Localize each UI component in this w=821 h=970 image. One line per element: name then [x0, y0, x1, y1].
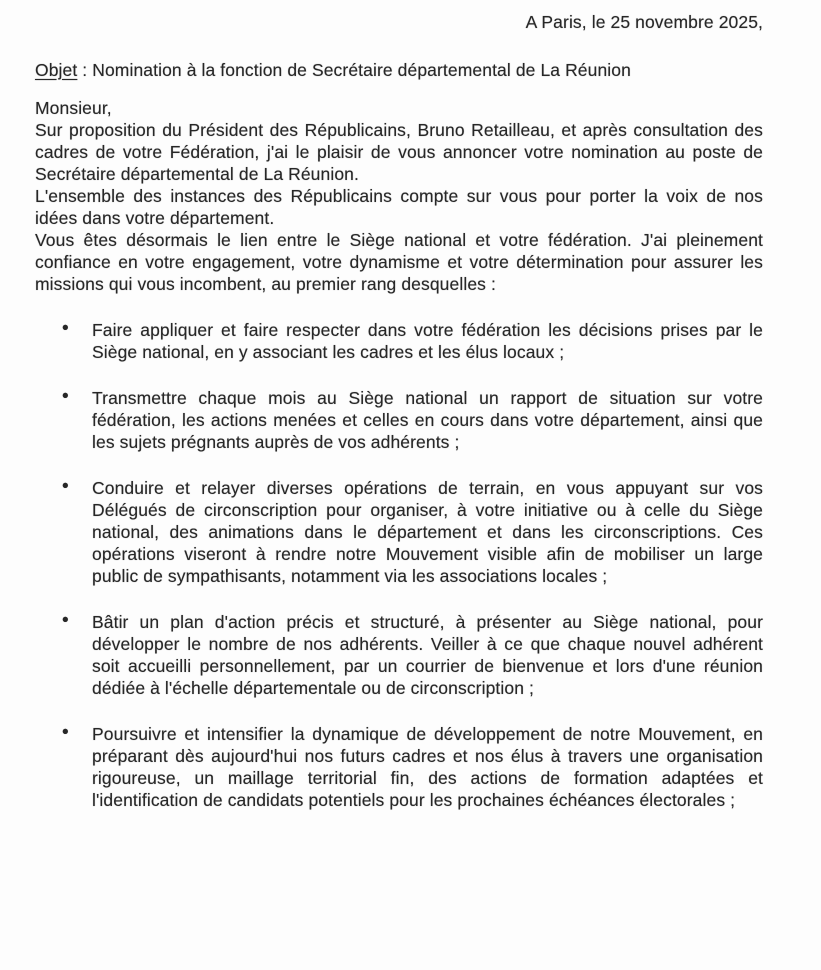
bullet-icon: •	[62, 318, 69, 339]
subject-line	[35, 59, 763, 81]
paragraph-proposition: Sur proposition du Président des Républicains, Bruno Retailleau, et après consultation des cadres de votre Fédération, j'ai le plaisir de vous annoncer votre nomination au poste de Secrétaire départemental de La Réunion.	[35, 120, 763, 184]
bullet-icon: •	[62, 386, 69, 407]
bullet-text: Faire appliquer et faire respecter dans votre fédération les décisions prises par le Siège national, en y associant les cadres et les élus locaux ;	[92, 320, 763, 362]
dateline: A Paris, le 25 novembre 2025,	[525, 12, 763, 32]
list-item-plan-action	[35, 611, 763, 699]
bullet-text: Poursuivre et intensifier la dynamique de développement de notre Mouvement, en préparant dès aujourd'hui nos futurs cadres et nos élus à travers une organisation rigoureuse, un maillage territorial fin, des actions de formation adaptées et l'identification de candidats potentiels pour les prochaines échéances électorales ;	[92, 724, 763, 810]
bullet-icon: •	[62, 610, 69, 631]
salutation: Monsieur,	[35, 98, 112, 118]
subject-text: : Nomination à la fonction de Secrétaire départemental de La Réunion	[77, 60, 631, 80]
list-item-developpement	[35, 723, 763, 811]
list-item-appliquer	[35, 319, 763, 363]
bullet-text: Bâtir un plan d'action précis et structuré, à présenter au Siège national, pour développer le nombre de nos adhérents. Veiller à ce que chaque nouvel adhérent soit accueilli personnellement, par un courrier de bienvenue et lors d'une réunion dédiée à l'échelle départementale ou de circonscription ;	[92, 612, 763, 698]
bullet-icon: •	[62, 476, 69, 497]
bullet-icon: •	[62, 722, 69, 743]
list-item-rapport	[35, 387, 763, 453]
subject-label: Objet	[35, 60, 78, 80]
missions-list	[35, 319, 763, 811]
paragraph-instances: L'ensemble des instances des Républicains compte sur vous pour porter la voix de nos idées dans votre département.	[35, 186, 763, 228]
list-item-operations	[35, 477, 763, 587]
bullet-text: Conduire et relayer diverses opérations de terrain, en vous appuyant sur vos Délégués de circonscription pour organiser, à votre initiative ou à celle du Siège national, des animations dans le département et dans les circonscriptions. Ces opérations viseront à rendre notre Mouvement visible afin de mobiliser un large public de sympathisants, notamment via les associations locales ;	[92, 478, 763, 586]
bullet-text: Transmettre chaque mois au Siège national un rapport de situation sur votre fédération, les actions menées et celles en cours dans votre département, ainsi que les sujets prégnants auprès de vos adhérents ;	[92, 388, 763, 452]
paragraph-missions-intro: Vous êtes désormais le lien entre le Siège national et votre fédération. J'ai pleinement confiance en votre engagement, votre dynamisme et votre détermination pour assurer les missions qui vous incombent, au premier rang desquelles :	[35, 230, 763, 294]
